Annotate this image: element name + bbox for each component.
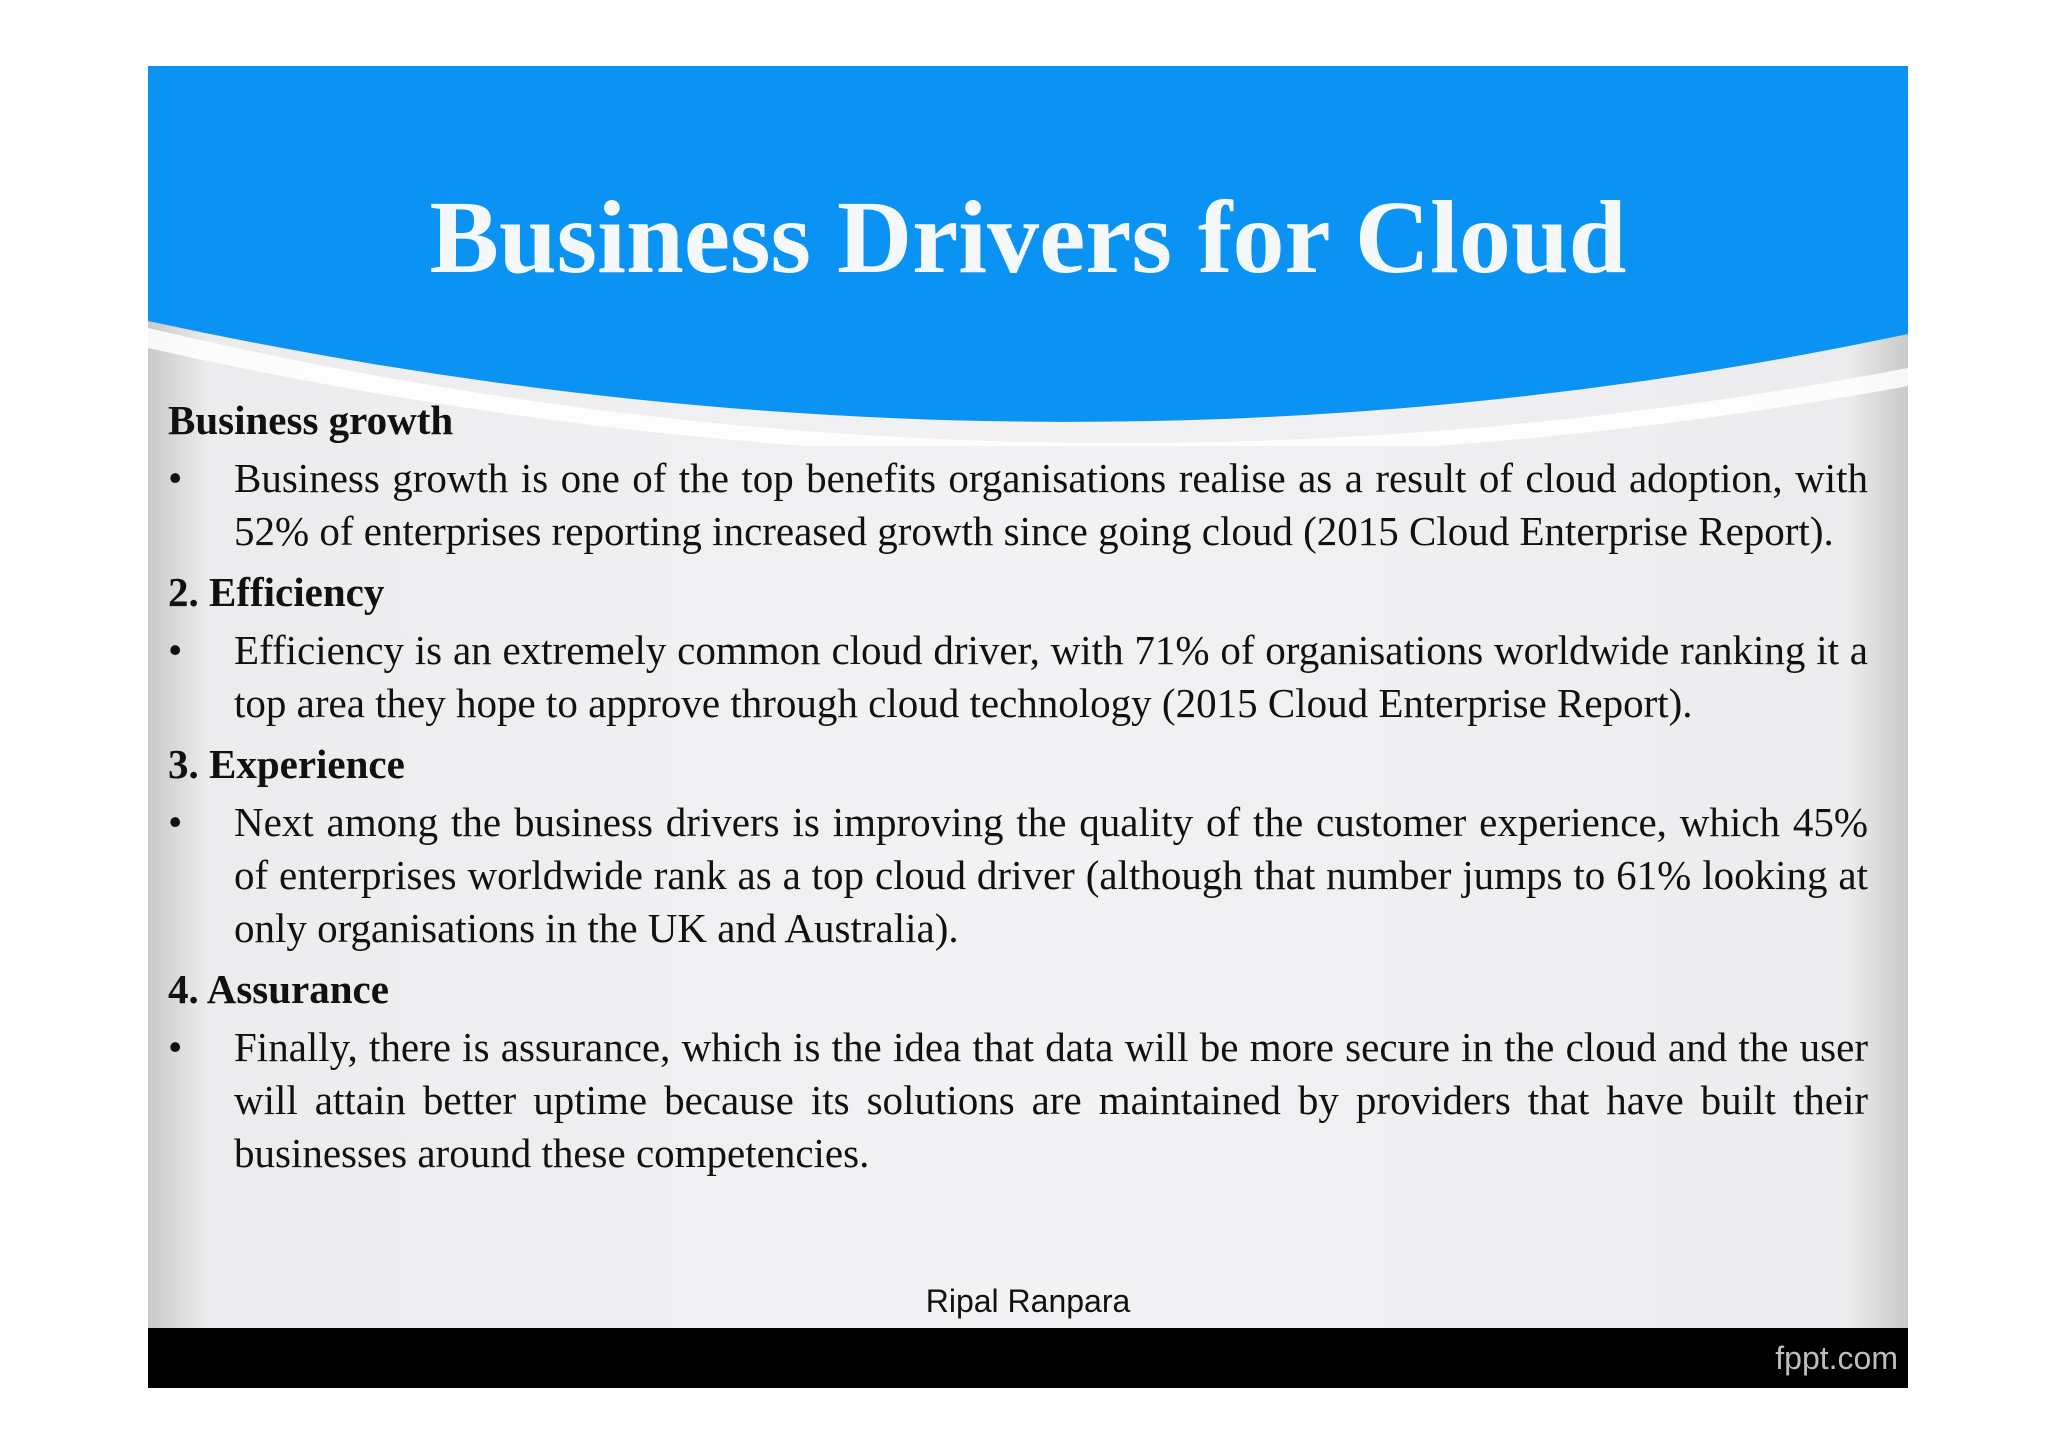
bullet-icon: • (168, 627, 183, 673)
section-heading: 4. Assurance (168, 966, 389, 1012)
section-heading: 3. Experience (168, 741, 405, 787)
bullet-item (168, 1021, 1868, 1180)
bullet-text: Efficiency is an extremely common cloud driver, with 71% of organisations worldwide ranking it a top area they hope to approve through cloud technology (2015 Cloud Enterprise Report). (234, 627, 1868, 726)
footer-author: Ripal Ranpara (925, 1283, 1131, 1319)
bullet-text: Business growth is one of the top benefits organisations realise as a result of cloud adoption, with 52% of enterprises reporting increased growth since going cloud (2015 Cloud Enterprise Report). (234, 455, 1868, 554)
bullet-icon: • (168, 799, 183, 845)
section-heading: Business growth (168, 397, 454, 443)
bullet-icon: • (168, 1024, 183, 1070)
bullet-icon: • (168, 455, 183, 501)
slide (148, 66, 1908, 1388)
footer-brand-logo: fppt.com (1775, 1340, 1898, 1376)
bullet-item (168, 624, 1868, 730)
slide-content (168, 394, 1868, 1188)
section-efficiency (168, 566, 1868, 730)
bullet-text: Next among the business drivers is improving the quality of the customer experience, which 45% of enterprises worldwide rank as a top cloud driver (although that number jumps to 61% looking at only organisations in the UK and Australia). (234, 799, 1868, 951)
section-assurance (168, 963, 1868, 1180)
bullet-item (168, 452, 1868, 558)
slide-title: Business Drivers for Cloud (429, 180, 1627, 295)
section-business-growth (168, 394, 1868, 558)
footer-bar (148, 1328, 1908, 1388)
section-heading: 2. Efficiency (168, 569, 385, 615)
bullet-item (168, 796, 1868, 955)
bullet-text: Finally, there is assurance, which is the idea that data will be more secure in the cloud and the user will attain better uptime because its solutions are maintained by providers that have built their businesses around these competencies. (234, 1024, 1868, 1176)
section-experience (168, 738, 1868, 955)
